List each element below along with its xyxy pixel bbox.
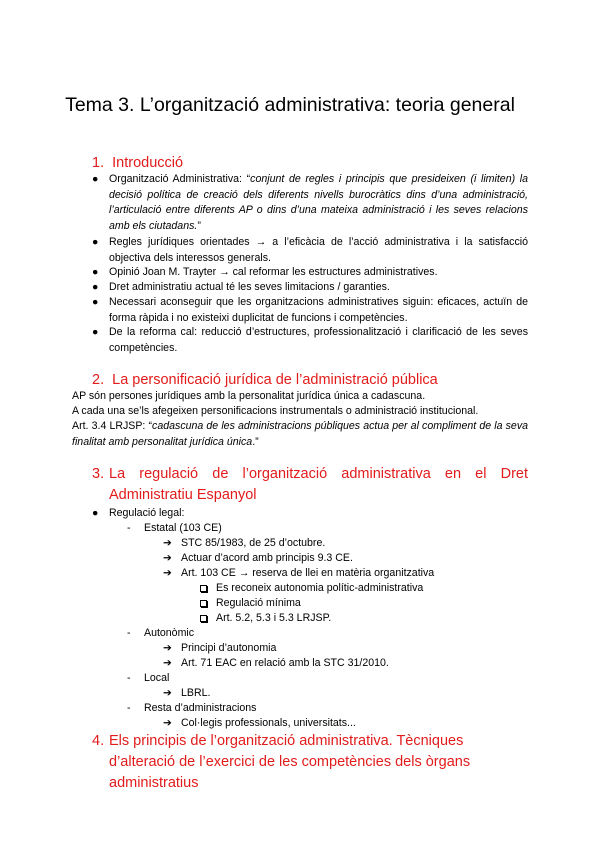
bullet-lead: Organització Administrativa: “ [109, 173, 251, 185]
art-lead: Art. 3.4 LRJSP: “ [72, 420, 153, 432]
art-tail: .” [252, 435, 259, 448]
list-item [92, 295, 528, 326]
item-text: Actuar d’acord amb principis 9.3 CE. [181, 552, 353, 564]
item-text: Regulació mínima [216, 597, 301, 609]
arrow-icon: ➔ [163, 642, 172, 654]
item-text: Es reconeix autonomia polític-administrativa [216, 582, 424, 594]
checkbox-icon [200, 600, 207, 607]
list-item [199, 611, 331, 627]
list-item [127, 521, 222, 537]
bullet-quote: conjunt de regles i principis que presideixen (i limiten) la decisió política de creació dels diferents nivells burocràtics dins d’una administració, l’articulació entre diferents AP o dins d’una mateixa administració i les seves relacions amb els ciutadans. [109, 173, 528, 232]
page-title: Tema 3. L’organització administrativa: teoria general [65, 94, 515, 116]
bullet-icon: ● [92, 281, 99, 293]
list-item [92, 235, 528, 266]
bullet-icon: ● [92, 507, 99, 519]
item-text: STC 85/1983, de 25 d’octubre. [181, 537, 326, 549]
list-item [163, 551, 353, 567]
list-item [127, 701, 256, 717]
checkbox-icon [200, 615, 207, 622]
section-1-number: 1. [92, 155, 105, 171]
section-3-number: 3. [92, 466, 105, 482]
list-item [92, 506, 528, 522]
paragraph: AP són persones jurídiques amb la personalitat jurídica única a cadascuna. [72, 390, 426, 402]
bullet-text: Regulació legal: [109, 507, 185, 519]
group-label: Autonòmic [144, 627, 195, 639]
group-label: Resta d’administracions [144, 702, 257, 714]
bullet-text: Necessari aconseguir que les organitzacions administratives siguin: eficaces, actuïn de forma ràpida i no existeixi duplicitat de funcions i competències. [109, 296, 528, 324]
group-label: Estatal (103 CE) [144, 522, 222, 534]
bullet-icon: ● [92, 296, 99, 308]
bullet-text: Opinió Joan M. Trayter → cal reformar les estructures administratives. [109, 266, 438, 278]
art-quote: cadascuna de les administracions públiques actua per al compliment de la seva finalitat amb personalitat jurídica única [72, 420, 529, 448]
list-item [92, 265, 528, 281]
section-4-number: 4. [92, 733, 105, 749]
arrow-icon: ➔ [163, 687, 172, 699]
bullet-icon: ● [92, 326, 99, 338]
list-item [163, 641, 276, 657]
dash-icon: - [127, 702, 131, 714]
list-item [163, 566, 434, 582]
item-text: Art. 5.2, 5.3 i 5.3 LRJSP. [216, 612, 332, 624]
item-text: LBRL. [181, 687, 211, 699]
arrow-icon: ➔ [163, 537, 172, 549]
bullet-tail: ” [197, 219, 201, 232]
dash-icon: - [127, 672, 131, 684]
section-1-heading [92, 153, 183, 173]
bullet-text: Dret administratiu actual té les seves limitacions / garanties. [109, 281, 390, 293]
list-item [199, 581, 423, 597]
dash-icon: - [127, 627, 131, 639]
arrow-icon: ➔ [163, 567, 172, 579]
item-text: Col·legis professionals, universitats... [181, 717, 356, 729]
section-3-title: La regulació de l’organització administrativa en el Dret Administratiu Espanyol [109, 466, 528, 503]
bullet-icon: ● [92, 236, 99, 248]
list-item [163, 686, 210, 702]
section-3-heading [92, 464, 528, 506]
item-text: Art. 71 EAC en relació amb la STC 31/2010. [181, 657, 389, 669]
group-label: Local [144, 672, 170, 684]
checkbox-icon [200, 585, 207, 592]
arrow-icon: ➔ [163, 552, 172, 564]
section-4-heading [92, 731, 532, 794]
arrow-icon: ➔ [163, 717, 172, 729]
dash-icon: - [127, 522, 131, 534]
bullet-icon: ● [92, 266, 99, 278]
arrow-icon: ➔ [163, 657, 172, 669]
bullet-text: De la reforma cal: reducció d’estructures, professionalització i clarificació de les seves competències. [109, 326, 528, 354]
paragraph [72, 419, 528, 450]
list-item [92, 172, 528, 234]
list-item [127, 671, 169, 687]
list-item [199, 596, 301, 612]
item-text: Art. 103 CE → reserva de llei en matèria organitzativa [181, 567, 435, 579]
section-2-title: La personificació jurídica de l’administració pública [112, 372, 438, 388]
list-item [127, 626, 194, 642]
section-1-title: Introducció [112, 155, 184, 171]
bullet-text: Regles jurídiques orientades → a l’eficàcia de l’acció administrativa i la satisfacció objectiva dels interessos generals. [109, 236, 528, 264]
list-item [92, 325, 528, 356]
list-item [163, 716, 356, 732]
list-item [163, 656, 389, 672]
section-2-number: 2. [92, 372, 105, 388]
section-2-heading [92, 370, 438, 390]
list-item [92, 280, 528, 296]
bullet-icon: ● [92, 173, 99, 185]
paragraph: A cada una se’ls afegeixen personificacions instrumentals o administració institucional. [72, 405, 479, 417]
section-4-title: Els principis de l’organització administrativa. Tècniques d’alteració de l’exercici de les competències dels òrgans administratius [109, 733, 471, 791]
item-text: Principi d’autonomia [181, 642, 277, 654]
list-item [163, 536, 325, 552]
